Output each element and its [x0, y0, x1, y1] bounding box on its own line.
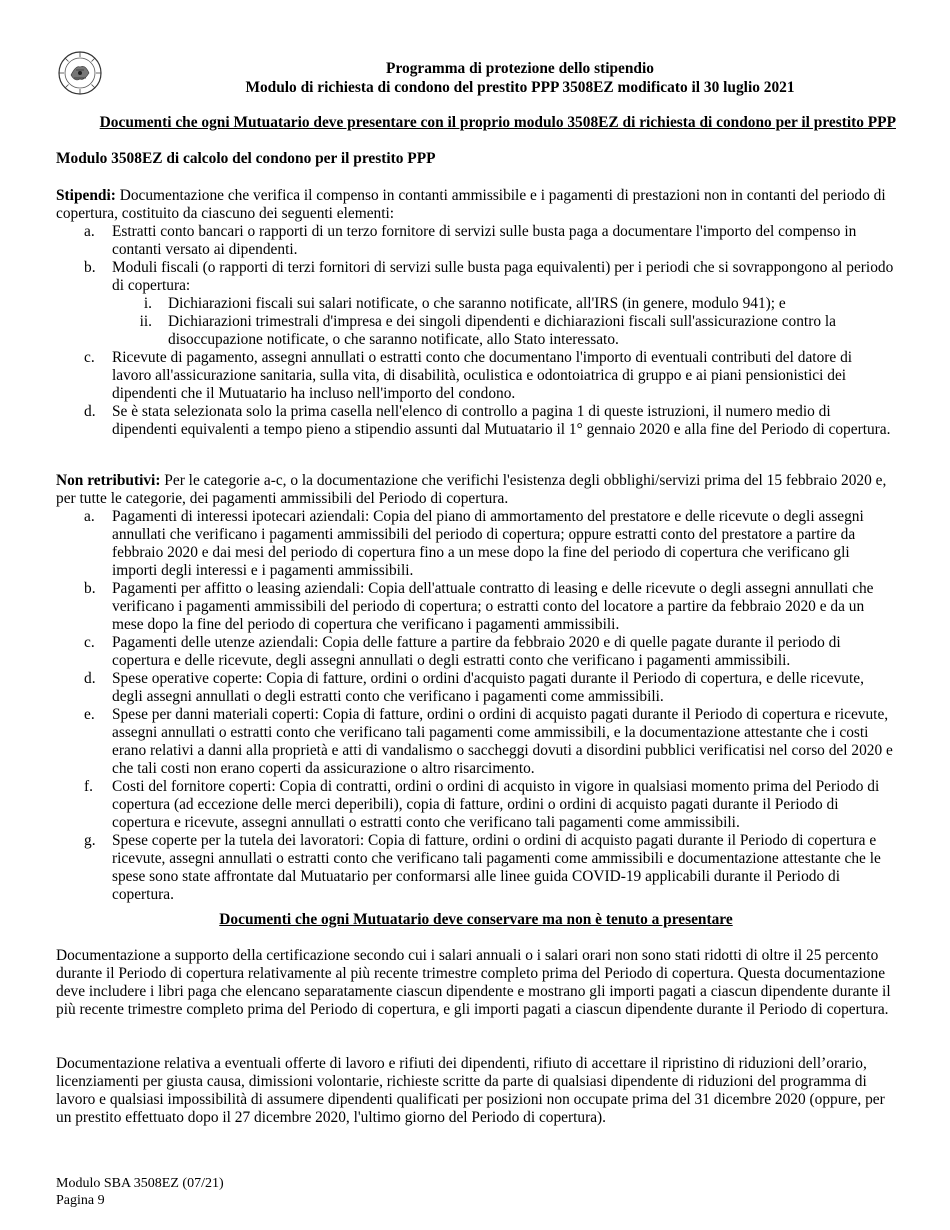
list-item: d. Se è stata selezionata solo la prima casella nell'elenco di controllo a pagina 1 di queste istruzioni, il numero medio di dipendenti equivalenti a tempo pieno a stipendio assunti dal Mutuatario il 1° gennaio 2020 e alla fine del Periodo di copertura.	[84, 403, 891, 438]
keep-paragraph-1: Documentazione a supporto della certificazione secondo cui i salari annuali o i salari orari non sono stati ridotti di oltre il 25 percento durante il Periodo di copertura relativamente al più recente trimestre completo prima del Periodo di copertura. Questa documentazione deve includere i libri paga che elencano separatamente ciascun dipendente e mostrano gli importi pagati a ciascun dipendente durante il più recente trimestre completo prima del Periodo di copertura, e gli importi pagati a ciascun dipendente durante il Periodo di copertura.	[56, 947, 891, 1018]
page-number: Pagina 9	[56, 1193, 105, 1208]
non-retributivi-list	[56, 508, 894, 904]
sub-list	[112, 295, 894, 349]
stipendi-section	[56, 187, 894, 439]
section-heading: Modulo 3508EZ di calcolo del condono per il prestito PPP	[56, 150, 436, 167]
stipendi-list	[56, 223, 894, 439]
list-item: e. Spese per danni materiali coperti: Copia di fatture, ordini o ordini di acquisto pagati durante il Periodo di copertura e ricevute, assegni annullati o estratti conto che verificano tali pagamenti come ammissibili, e la documentazione attestante che i costi erano relativi a danni alla proprietà e atti di vandalismo o saccheggi dovuti a disordini pubblici verificatisi nel corso del 2020 e che tali costi non erano coperti da assicurazione o altro risarcimento.	[84, 706, 893, 777]
list-item: c. Pagamenti delle utenze aziendali: Copia delle fatture a partire da febbraio 2020 e di quelle pagate durante il periodo di copertura e delle ricevute, degli assegni annullati o degli estratti conto che verificano i pagamenti ammissibili.	[84, 634, 841, 669]
list-item: a. Estratti conto bancari o rapporti di un terzo fornitore di servizi sulle busta paga a documentare l'importo del compenso in contanti versato ai dipendenti.	[84, 223, 857, 258]
list-item: d. Spese operative coperte: Copia di fatture, ordini o ordini d'acquisto pagati durante il Periodo di copertura, e delle ricevute, degli assegni annullati o degli estratti conto che verificano i pagamenti come ammissibili.	[84, 670, 864, 705]
form-title: Modulo di richiesta di condono del prestito PPP 3508EZ modificato il 30 luglio 2021	[245, 79, 795, 96]
sub-list-item: i. Dichiarazioni fiscali sui salari notificate, o che saranno notificate, all'IRS (in genere, modulo 941); e	[143, 295, 786, 312]
sub-list-item: ii. Dichiarazioni trimestrali d'impresa e dei singoli dipendenti e dichiarazioni fiscali sull'assicurazione contro la disoccupazione notificate, o che saranno notificate, allo Stato interessato.	[139, 313, 836, 348]
documents-to-submit-heading: Documenti che ogni Mutuatario deve presentare con il proprio modulo 3508EZ di richiesta di condono per il prestito PPP	[99, 114, 896, 131]
page-footer	[56, 1175, 224, 1209]
non-retributivi-intro: Non retributivi: Per le categorie a-c, o la documentazione che verifichi l'esistenza degli obblighi/servizi prima del 15 febbraio 2020 e, per tutte le categorie, dei pagamenti ammissibili del Periodo di copertura.	[56, 472, 887, 507]
list-item: b. Moduli fiscali (o rapporti di terzi fornitori di servizi sulle busta paga equivalenti) per i periodi che si sovrappongono al periodo di copertura: i. Dichiarazioni fiscali sui salari notificate, o che saranno notificate, all'IRS (in genere, modulo 941); e ii. Dichiarazioni trimestrali d'impresa e dei singoli dipendenti e dichiarazioni fiscali sull'assicurazione contro la disoccupazione notificate, o che saranno notificate, allo Stato interessato.	[84, 259, 894, 348]
list-item: a. Pagamenti di interessi ipotecari aziendali: Copia del piano di ammortamento del prestatore e delle ricevute o degli assegni annullati che verificano i pagamenti ammissibili del periodo di copertura; oppure estratti conto del prestatore a partire da febbraio 2020 e dai mesi del periodo di copertura fino a un mese dopo la fine del periodo di copertura che verificano gli importi degli interessi e i pagamenti ammissibili.	[84, 508, 864, 579]
list-item: g. Spese coperte per la tutela dei lavoratori: Copia di fatture, ordini o ordini di acquisto pagati durante il Periodo di copertura e ricevute, assegni annullati o estratti conto che verificano tali pagamenti come ammissibili e documentazione attestante che le spese sono state affrontate dal Mutuatario per conformarsi alle linee guida COVID-19 applicabili durante il Periodo di copertura.	[84, 832, 881, 903]
program-title: Programma di protezione dello stipendio	[386, 60, 654, 77]
keep-paragraph-2: Documentazione relativa a eventuali offerte di lavoro e rifiuti dei dipendenti, rifiuto di accettare il ripristino di riduzioni dell’orario, licenziamenti per giusta causa, dimissioni volontarie, richieste scritte da parte di qualsiasi dipendente di riduzioni del programma di lavoro e qualsiasi impossibilità di assumere dipendenti qualificati per posizioni non occupate prima del 31 dicembre 2020 (oppure, per un prestito effettuato dopo il 27 dicembre 2020, l'ultimo giorno del Periodo di copertura).	[56, 1055, 885, 1126]
list-item: f. Costi del fornitore coperti: Copia di contratti, ordini o ordini di acquisto in vigore in qualsiasi momento prima del Periodo di copertura (ad eccezione delle merci deperibili), copia di fatture, ordini o ordini di acquisto pagati durante il Periodo di copertura e ricevute, assegni annullati o estratti conto che verificano tali pagamenti come ammissibili.	[84, 778, 880, 831]
non-retributivi-section	[56, 472, 894, 904]
sba-seal-icon	[58, 51, 102, 95]
list-item: c. Ricevute di pagamento, assegni annullati o estratti conto che documentano l'importo di eventuali contributi del datore di lavoro all'assicurazione sanitaria, sulla vita, di disabilità, oculistica e odontoiatrica di gruppo e ai piani pensionistici dei dipendenti che il Mutuatario ha incluso nell'importo del condono.	[84, 349, 853, 402]
stipendi-intro: Stipendi: Documentazione che verifica il compenso in contanti ammissibile e i pagamenti di prestazioni non in contanti del periodo di copertura, costituito da ciascuno dei seguenti elementi:	[56, 187, 886, 222]
documents-to-keep-heading: Documenti che ogni Mutuatario deve conservare ma non è tenuto a presentare	[219, 911, 733, 928]
document-header	[150, 59, 890, 97]
form-number: Modulo SBA 3508EZ (07/21)	[56, 1176, 224, 1191]
list-item: b. Pagamenti per affitto o leasing aziendali: Copia dell'attuale contratto di leasing e delle ricevute o degli assegni annullati che verificano i pagamenti ammissibili del periodo di copertura; o estratti conto del locatore a partire da febbraio 2020 e da un mese dopo la fine del periodo di copertura che verificano i pagamenti ammissibili.	[84, 580, 874, 633]
